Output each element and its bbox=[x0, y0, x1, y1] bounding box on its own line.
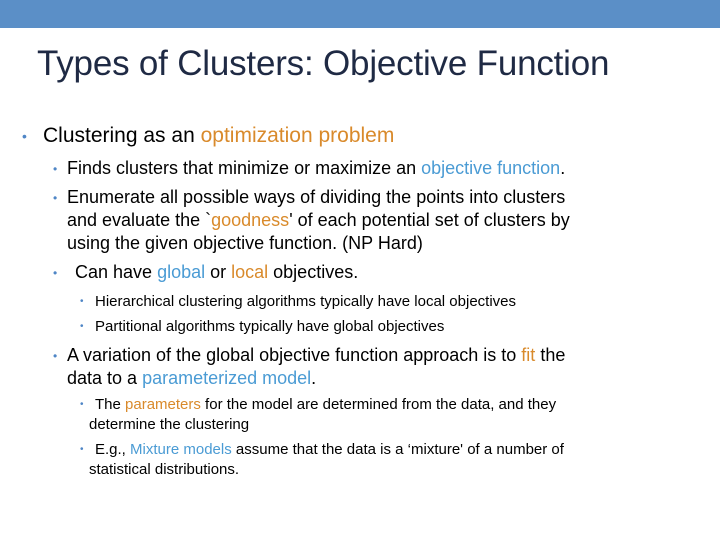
sub4-line2-pre: data to a bbox=[67, 368, 143, 388]
sub1-text bbox=[67, 158, 565, 179]
sub3-item: Hierarchical clustering algorithms typically have local objectives bbox=[95, 293, 517, 310]
sub4-item1-post: for the model are determined from the data, and they bbox=[200, 396, 557, 413]
sub3-global: global bbox=[157, 262, 206, 282]
bullet-icon: • bbox=[80, 399, 84, 410]
sub4-item1-pre: The bbox=[95, 396, 126, 413]
bullet-icon: • bbox=[80, 296, 84, 307]
sub4-line2 bbox=[67, 368, 316, 389]
sub2-line3: using the given objective function. (NP Hard) bbox=[67, 233, 423, 253]
sub4-line2-post: . bbox=[311, 368, 317, 388]
sub2-line1: Enumerate all possible ways of dividing the points into clusters bbox=[67, 187, 566, 207]
sub4-line1-pre: A variation of the global objective function approach is to bbox=[67, 345, 522, 365]
sub4-item2-line2: statistical distributions. bbox=[89, 461, 240, 478]
level1-highlight: optimization problem bbox=[200, 124, 395, 147]
sub1-post: . bbox=[560, 158, 566, 178]
sub3-mid: or bbox=[205, 262, 232, 282]
sub3-local: local bbox=[231, 262, 269, 282]
sub4-fit: fit bbox=[521, 345, 536, 365]
sub4-line1 bbox=[67, 345, 565, 366]
sub3-item: Partitional algorithms typically have global objectives bbox=[95, 318, 445, 335]
sub2-line2-post: ' of each potential set of clusters by bbox=[289, 210, 570, 230]
sub4-line1-post: the bbox=[535, 345, 566, 365]
sub4-item2-line1 bbox=[95, 441, 564, 458]
sub3-pre: Can have bbox=[75, 262, 158, 282]
bullet-icon: • bbox=[53, 191, 58, 205]
sub4-item2-post: assume that the data is a ‘mixture' of a number of bbox=[231, 441, 564, 458]
sub1-pre: Finds clusters that minimize or maximize an bbox=[67, 158, 422, 178]
bullet-icon: • bbox=[53, 266, 58, 280]
sub2-line2-pre: and evaluate the ` bbox=[67, 210, 212, 230]
sub2-goodness: goodness bbox=[211, 210, 290, 230]
bullet-icon: • bbox=[53, 162, 58, 176]
sub4-item1-parameters: parameters bbox=[125, 396, 201, 413]
sub4-item1-line2: determine the clustering bbox=[89, 416, 250, 433]
sub2-line2 bbox=[67, 210, 570, 231]
sub4-model: parameterized model bbox=[142, 368, 312, 388]
bullet-icon: • bbox=[53, 349, 58, 363]
sub3-post: objectives. bbox=[268, 262, 359, 282]
top-accent-bar bbox=[0, 0, 720, 28]
bullet-icon: • bbox=[22, 128, 27, 144]
sub3-text bbox=[75, 262, 358, 283]
sub4-item2-pre: E.g., bbox=[95, 441, 131, 458]
slide-title: Types of Clusters: Objective Function bbox=[37, 44, 610, 83]
sub4-item1-line1 bbox=[95, 396, 556, 413]
level1-bullet-text bbox=[43, 124, 394, 148]
sub4-item2-mixture-models: Mixture models bbox=[130, 441, 232, 458]
sub1-highlight: objective function bbox=[421, 158, 561, 178]
bullet-icon: • bbox=[80, 321, 84, 332]
level1-text: Clustering as an bbox=[43, 124, 201, 147]
bullet-icon: • bbox=[80, 444, 84, 455]
